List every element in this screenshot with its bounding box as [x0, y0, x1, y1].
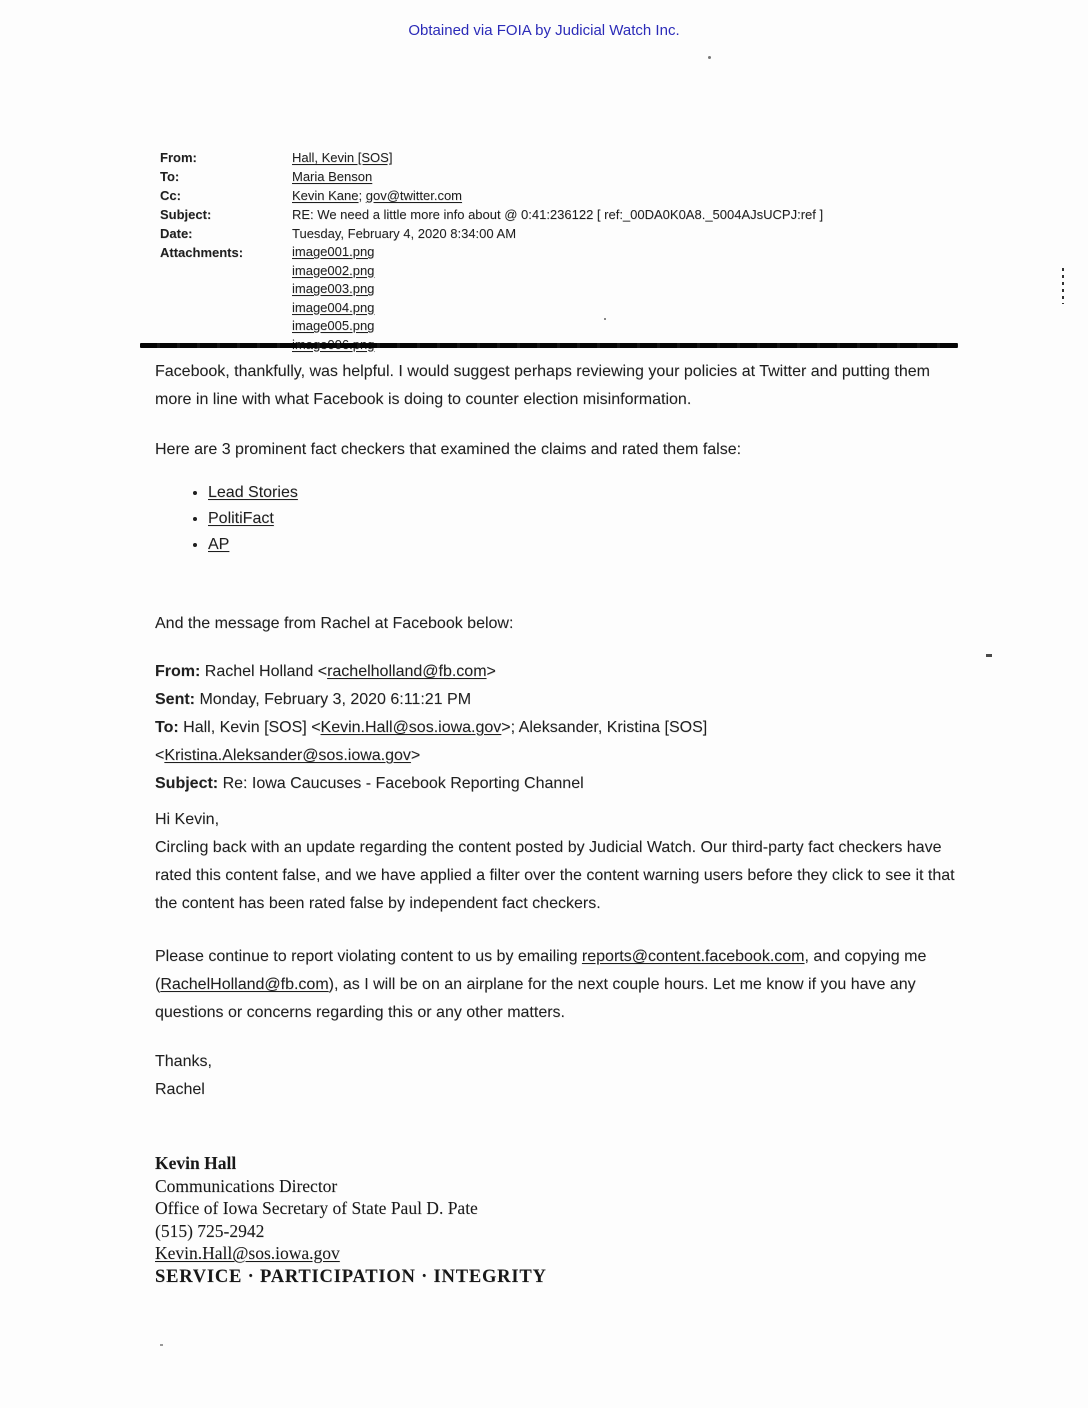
signature-email-link: Kevin.Hall@sos.iowa.gov — [155, 1243, 340, 1263]
header-row-attachments — [160, 243, 823, 354]
email-header — [160, 148, 823, 354]
message-greeting-block — [155, 806, 957, 918]
body-paragraph-2: Here are 3 prominent fact checkers that examined the claims and rated them false: — [155, 441, 742, 458]
signature-title: Communications Director — [155, 1175, 338, 1196]
report-text-mid: , and copying me ( — [155, 948, 927, 993]
scan-artifact — [708, 56, 711, 59]
report-text-pre: Please continue to report violating content to us by emailing — [155, 948, 582, 965]
attachment-link: image004.png — [292, 299, 375, 315]
fact-checker-link: AP — [208, 536, 230, 553]
fact-checker-link: Lead Stories — [208, 484, 298, 501]
attachments-label: Attachments: — [160, 245, 244, 260]
from-value: Hall, Kevin [SOS] — [292, 150, 393, 165]
cc-recipient-2: gov@twitter.com — [365, 188, 463, 203]
signature-office: Office of Iowa Secretary of State Paul D. Pate — [155, 1198, 478, 1218]
subject-label: Subject: — [160, 207, 212, 222]
report-email-link: reports@content.facebook.com — [581, 948, 805, 965]
copy-email-link: RachelHolland@fb.com — [160, 976, 329, 993]
attachment-link: image003.png — [292, 281, 375, 296]
quoted-sent-line — [155, 686, 803, 714]
report-text-post: ), as I will be on an airplane for the next couple hours. Let me know if you have any questions or concerns regarding this or any other matters. — [155, 976, 916, 1021]
header-row-subject — [160, 205, 823, 224]
scan-artifact — [1062, 268, 1064, 304]
quoted-from-line — [155, 658, 803, 686]
quoted-sent-value: Monday, February 3, 2020 6:11:21 PM — [199, 691, 472, 708]
quoted-from-label: From: — [155, 663, 205, 680]
scan-artifact — [160, 1344, 163, 1346]
date-value: Tuesday, February 4, 2020 8:34:00 AM — [292, 226, 517, 241]
header-row-date — [160, 224, 823, 243]
forwarded-intro: And the message from Rachel at Facebook below: — [155, 615, 514, 632]
subject-value: RE: We need a little more info about @ 0:41:236122 [ ref:_00DA0K0A8._5004AJsUCPJ:ref ] — [292, 207, 824, 222]
fact-checker-item — [208, 506, 298, 532]
cc-separator: ; — [358, 188, 366, 203]
header-separator-line — [140, 343, 958, 348]
from-label: From: — [160, 150, 197, 165]
quoted-subject-line — [155, 770, 803, 798]
fact-checker-link: PolitiFact — [208, 510, 274, 527]
signature-phone: (515) 725-2942 — [155, 1220, 265, 1241]
foia-banner: Obtained via FOIA by Judicial Watch Inc. — [408, 22, 680, 39]
quoted-from-pre: Rachel Holland < — [204, 663, 328, 680]
closing-block — [155, 1048, 957, 1104]
quoted-to-email-link-2: Kristina.Aleksander@sos.iowa.gov — [164, 747, 411, 764]
quoted-to-line — [155, 714, 803, 770]
scan-artifact — [604, 318, 606, 320]
greeting: Hi Kevin, — [155, 811, 220, 828]
attachment-list — [292, 243, 374, 354]
cc-recipient-1: Kevin Kane — [292, 188, 359, 203]
cc-value — [292, 186, 462, 205]
quoted-subject-label: Subject: — [155, 775, 223, 792]
quoted-to-label: To: — [155, 719, 184, 736]
quoted-sent-label: Sent: — [155, 691, 200, 708]
attachment-link: image002.png — [292, 262, 375, 278]
body-paragraph-1: Facebook, thankfully, was helpful. I would suggest perhaps reviewing your policies at Twitter and putting them more in line with what Facebook is doing to counter election misinformation. — [155, 363, 930, 408]
quoted-subject-value: Re: Iowa Caucuses - Facebook Reporting Channel — [222, 775, 584, 792]
header-row-cc — [160, 186, 823, 205]
date-label: Date: — [160, 226, 193, 241]
fact-checker-item — [208, 532, 298, 558]
signature-motto: SERVICE · PARTICIPATION · INTEGRITY — [155, 1266, 547, 1287]
quoted-from-email-link: rachelholland@fb.com — [327, 663, 487, 680]
signoff: Rachel — [155, 1081, 205, 1098]
quoted-to-pre: Hall, Kevin [SOS] < — [183, 719, 321, 736]
to-value: Maria Benson — [292, 169, 373, 184]
closing: Thanks, — [155, 1053, 212, 1070]
signature-name: Kevin Hall — [155, 1153, 237, 1173]
header-row-to — [160, 167, 823, 186]
signature-block — [155, 1152, 547, 1288]
cc-label: Cc: — [160, 188, 181, 203]
fact-checker-list — [168, 480, 298, 558]
quoted-to-post: > — [410, 747, 421, 764]
quoted-to-mid: >; Aleksander, Kristina [SOS] < — [155, 719, 708, 764]
scan-artifact — [986, 654, 992, 657]
header-row-from — [160, 148, 823, 167]
quoted-to-email-link-1: Kevin.Hall@sos.iowa.gov — [320, 719, 502, 736]
attachment-link: image001.png — [292, 244, 375, 259]
update-paragraph: Circling back with an update regarding the content posted by Judicial Watch. Our third-party fact checkers have rated this content false, and we have applied a filter over the content warning users before they click to see it that the content has been rated false by independent fact checkers. — [155, 839, 955, 912]
quoted-from-post: > — [486, 663, 496, 680]
quoted-email-header — [155, 658, 803, 798]
report-paragraph — [155, 943, 957, 1027]
attachment-link: image005.png — [292, 318, 375, 333]
to-label: To: — [160, 169, 180, 184]
fact-checker-item — [208, 480, 298, 506]
